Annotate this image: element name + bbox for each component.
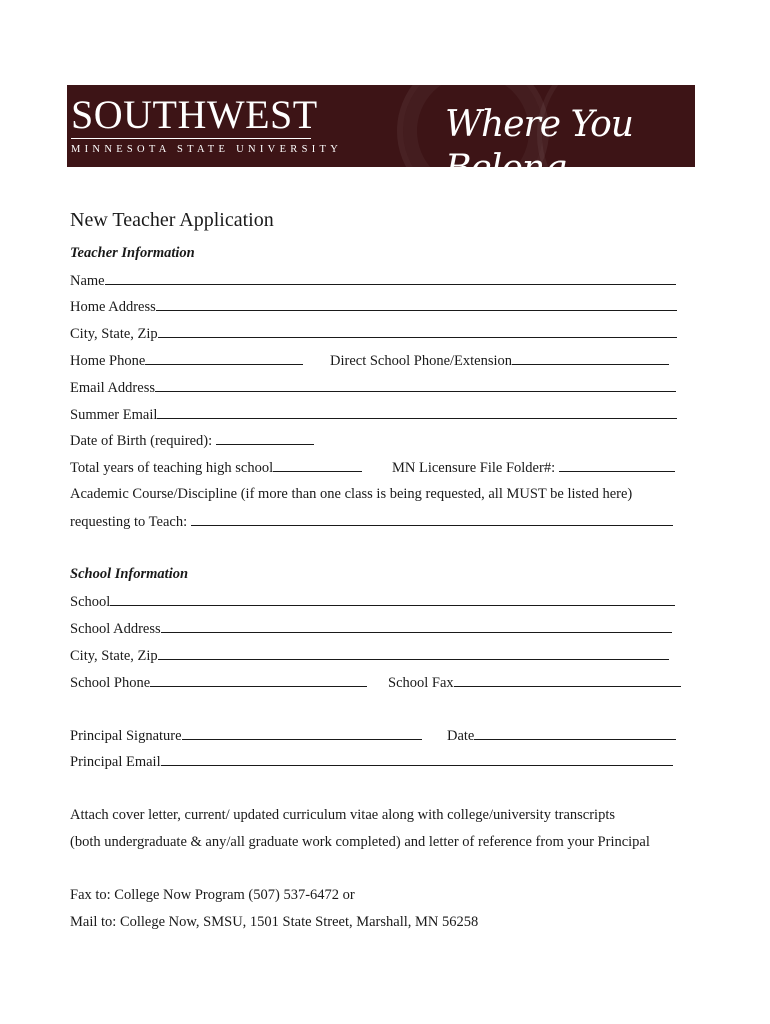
school-fax-label: School Fax xyxy=(388,675,454,691)
name-field[interactable] xyxy=(105,271,676,285)
course-instruction: Academic Course/Discipline (if more than one class is being requested, all MUST be listed here) xyxy=(70,486,633,502)
summer-email-row xyxy=(70,405,677,424)
course-field[interactable] xyxy=(191,512,673,526)
license-field[interactable] xyxy=(559,458,675,472)
home-phone-row xyxy=(70,351,303,370)
city-state-zip-field[interactable] xyxy=(158,324,677,338)
summer-email-field[interactable] xyxy=(157,405,677,419)
instructions-line-2: (both undergraduate & any/all graduate work completed) and letter of reference from your Principal xyxy=(70,834,650,850)
home-address-row xyxy=(70,297,677,316)
brand-name: SOUTHWEST xyxy=(71,92,318,137)
home-phone-label: Home Phone xyxy=(70,353,146,369)
years-row xyxy=(70,458,362,477)
name-row xyxy=(70,271,676,290)
direct-phone-field[interactable] xyxy=(512,351,669,365)
page-title: New Teacher Application xyxy=(70,209,274,231)
home-address-field[interactable] xyxy=(156,297,677,311)
brand-rule xyxy=(71,138,311,139)
principal-email-row xyxy=(70,752,673,771)
principal-email-label: Principal Email xyxy=(70,754,161,770)
email-field[interactable] xyxy=(155,378,676,392)
license-row xyxy=(392,458,675,477)
school-address-label: School Address xyxy=(70,621,161,637)
school-city-label: City, State, Zip xyxy=(70,648,158,664)
city-state-zip-label: City, State, Zip xyxy=(70,326,158,342)
teacher-info-heading: Teacher Information xyxy=(70,245,195,261)
summer-email-label: Summer Email xyxy=(70,407,158,423)
course-label: requesting to Teach: xyxy=(70,514,191,530)
date-field[interactable] xyxy=(474,726,676,740)
school-address-field[interactable] xyxy=(161,619,672,633)
direct-phone-row xyxy=(330,351,669,370)
mail-instructions: Mail to: College Now, SMSU, 1501 State Street, Marshall, MN 56258 xyxy=(70,914,479,930)
name-label: Name xyxy=(70,273,105,289)
license-label: MN Licensure File Folder#: xyxy=(392,460,559,476)
home-address-label: Home Address xyxy=(70,299,156,315)
principal-signature-label: Principal Signature xyxy=(70,728,182,744)
email-label: Email Address xyxy=(70,380,155,396)
dob-row xyxy=(70,431,314,450)
dob-label: Date of Birth (required): xyxy=(70,433,216,449)
date-label: Date xyxy=(447,728,475,744)
city-state-zip-row xyxy=(70,324,677,343)
principal-email-field[interactable] xyxy=(161,752,673,766)
school-row xyxy=(70,592,675,611)
school-city-row xyxy=(70,646,669,665)
instructions-line-1: Attach cover letter, current/ updated curriculum vitae along with college/university transcripts xyxy=(70,807,615,823)
home-phone-field[interactable] xyxy=(145,351,303,365)
school-address-row xyxy=(70,619,672,638)
school-fax-field[interactable] xyxy=(454,673,681,687)
course-row xyxy=(70,512,673,531)
date-row xyxy=(447,726,676,745)
school-city-field[interactable] xyxy=(158,646,669,660)
years-field[interactable] xyxy=(273,458,362,472)
school-label: School xyxy=(70,594,111,610)
fax-instructions: Fax to: College Now Program (507) 537-6472 or xyxy=(70,887,355,903)
school-phone-row xyxy=(70,673,367,692)
brand-subtitle: MINNESOTA STATE UNIVERSITY xyxy=(71,144,343,155)
direct-phone-label: Direct School Phone/Extension xyxy=(330,353,513,369)
school-phone-field[interactable] xyxy=(150,673,367,687)
years-label: Total years of teaching high school xyxy=(70,460,274,476)
principal-signature-row xyxy=(70,726,422,745)
dob-field[interactable] xyxy=(216,431,314,445)
school-info-heading: School Information xyxy=(70,566,189,582)
school-phone-label: School Phone xyxy=(70,675,151,691)
email-row xyxy=(70,378,676,397)
school-field[interactable] xyxy=(110,592,675,606)
principal-signature-field[interactable] xyxy=(182,726,422,740)
school-fax-row xyxy=(388,673,681,692)
brand-tagline: Where You Belong xyxy=(445,104,633,189)
header-banner xyxy=(67,85,695,189)
